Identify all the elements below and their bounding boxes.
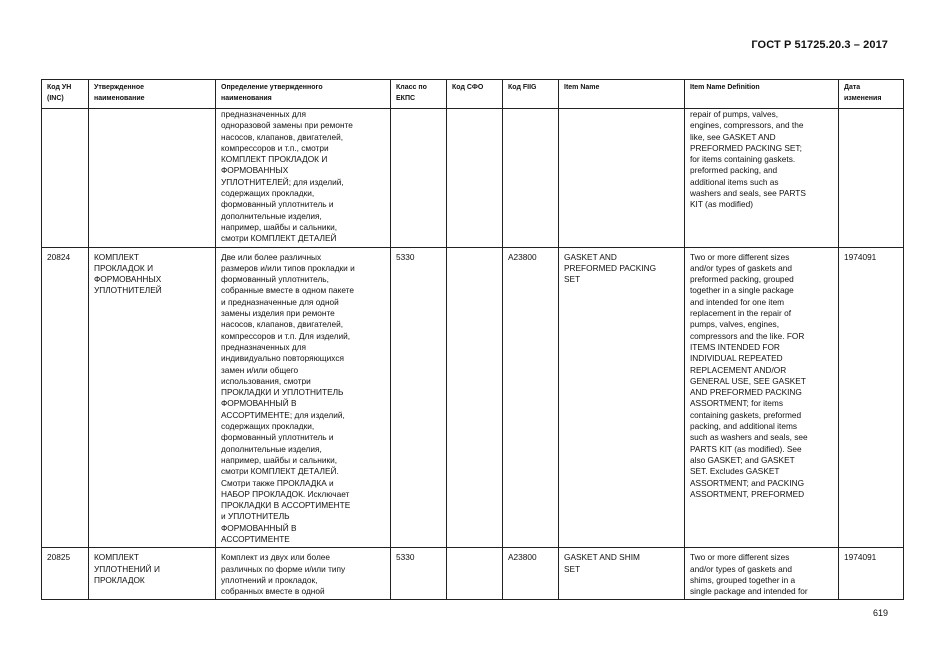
col-item-definition-header: Item Name Definition (685, 80, 839, 109)
cell-class (391, 109, 447, 248)
document-header: ГОСТ Р 51725.20.3 – 2017 (751, 39, 888, 51)
cell-definition-ru: Комплект из двух или более различных по форме и/или типу уплотнений и прокладок, собранных вместе в одной (216, 548, 391, 600)
col-class-header: Класс по ЕКПС (391, 80, 447, 109)
col-date-header: Дата изменения (839, 80, 904, 109)
col-sfo-header: Код СФО (447, 80, 503, 109)
cell-fiig (503, 109, 559, 248)
cell-inc: 20824 (42, 247, 89, 548)
page-number: 619 (873, 608, 889, 618)
classification-table (41, 79, 904, 600)
cell-item-name: GASKET AND SHIM SET (559, 548, 685, 600)
cell-inc: 20825 (42, 548, 89, 600)
col-fiig-header: Код FIIG (503, 80, 559, 109)
cell-class: 5330 (391, 548, 447, 600)
col-name-ru-header: Утвержденное наименование (89, 80, 216, 109)
cell-item-name (559, 109, 685, 248)
cell-name-ru (89, 109, 216, 248)
cell-name-ru: КОМПЛЕКТ ПРОКЛАДОК И ФОРМОВАННЫХ УПЛОТНИТЕЛЕЙ (89, 247, 216, 548)
cell-class: 5330 (391, 247, 447, 548)
col-definition-ru-header: Определение утвержденного наименования (216, 80, 391, 109)
cell-date: 1974091 (839, 247, 904, 548)
table-row (42, 247, 904, 548)
col-item-name-header: Item Name (559, 80, 685, 109)
cell-inc (42, 109, 89, 248)
cell-item-definition: Two or more different sizes and/or types of gaskets and shims, grouped together in a single package and intended for (685, 548, 839, 600)
cell-date: 1974091 (839, 548, 904, 600)
table-row (42, 548, 904, 600)
cell-item-definition: repair of pumps, valves, engines, compressors, and the like, see GASKET AND PREFORMED PACKING SET; for items containing gaskets. preformed packing, and additional items such as washers and seals, see PARTS KIT (as modified) (685, 109, 839, 248)
cell-fiig: A23800 (503, 247, 559, 548)
col-inc-header: Код УН (INC) (42, 80, 89, 109)
table-row (42, 109, 904, 248)
table-header-row (42, 80, 904, 109)
cell-item-definition: Two or more different sizes and/or types of gaskets and preformed packing, grouped together in a single package and intended for one item replacement in the repair of pumps, valves, engines, compressors and the like. FOR ITEMS INTENDED FOR INDIVIDUAL REPEATED REPLACEMENT AND/OR GENERAL USE, SEE GASKET AND PREFORMED PACKING ASSORTMENT; for items containing gaskets, preformed packing, and additional items such as washers and seals, see PARTS KIT (as modified). See also GASKET; and GASKET SET. Excludes GASKET ASSORTMENT; and PACKING ASSORTMENT, PREFORMED (685, 247, 839, 548)
cell-definition-ru: предназначенных для одноразовой замены при ремонте насосов, клапанов, двигателей, компрессоров и т.п., смотри КОМПЛЕКТ ПРОКЛАДОК И ФОРМОВАННЫХ УПЛОТНИТЕЛЕЙ; для изделий, содержащих прокладки, формованный уплотнитель и дополнительные изделия, например, шайбы и сальники, смотри КОМПЛЕКТ ДЕТАЛЕЙ (216, 109, 391, 248)
cell-sfo (447, 548, 503, 600)
cell-item-name: GASKET AND PREFORMED PACKING SET (559, 247, 685, 548)
cell-name-ru: КОМПЛЕКТ УПЛОТНЕНИЙ И ПРОКЛАДОК (89, 548, 216, 600)
cell-date (839, 109, 904, 248)
cell-sfo (447, 247, 503, 548)
cell-sfo (447, 109, 503, 248)
cell-fiig: A23800 (503, 548, 559, 600)
cell-definition-ru: Две или более различных размеров и/или типов прокладки и формованный уплотнитель, собранные вместе в одном пакете и предназначенные для одной замены изделия при ремонте насосов, клапанов, двигателей, компрессоров и т.п. Для изделий, предназначенных для индивидуально повторяющихся замен и/или общего использования, смотри ПРОКЛАДКИ И УПЛОТНИТЕЛЬ ФОРМОВАННЫЙ В АССОРТИМЕНТЕ; для изделий, содержащих прокладки, формованный уплотнитель и дополнительные изделия, например, шайбы и сальники, смотри КОМПЛЕКТ ДЕТАЛЕЙ. Смотри также ПРОКЛАДКА и НАБОР ПРОКЛАДОК. Исключает ПРОКЛАДКИ В АССОРТИМЕНТЕ и УПЛОТНИТЕЛЬ ФОРМОВАННЫЙ В АССОРТИМЕНТЕ (216, 247, 391, 548)
